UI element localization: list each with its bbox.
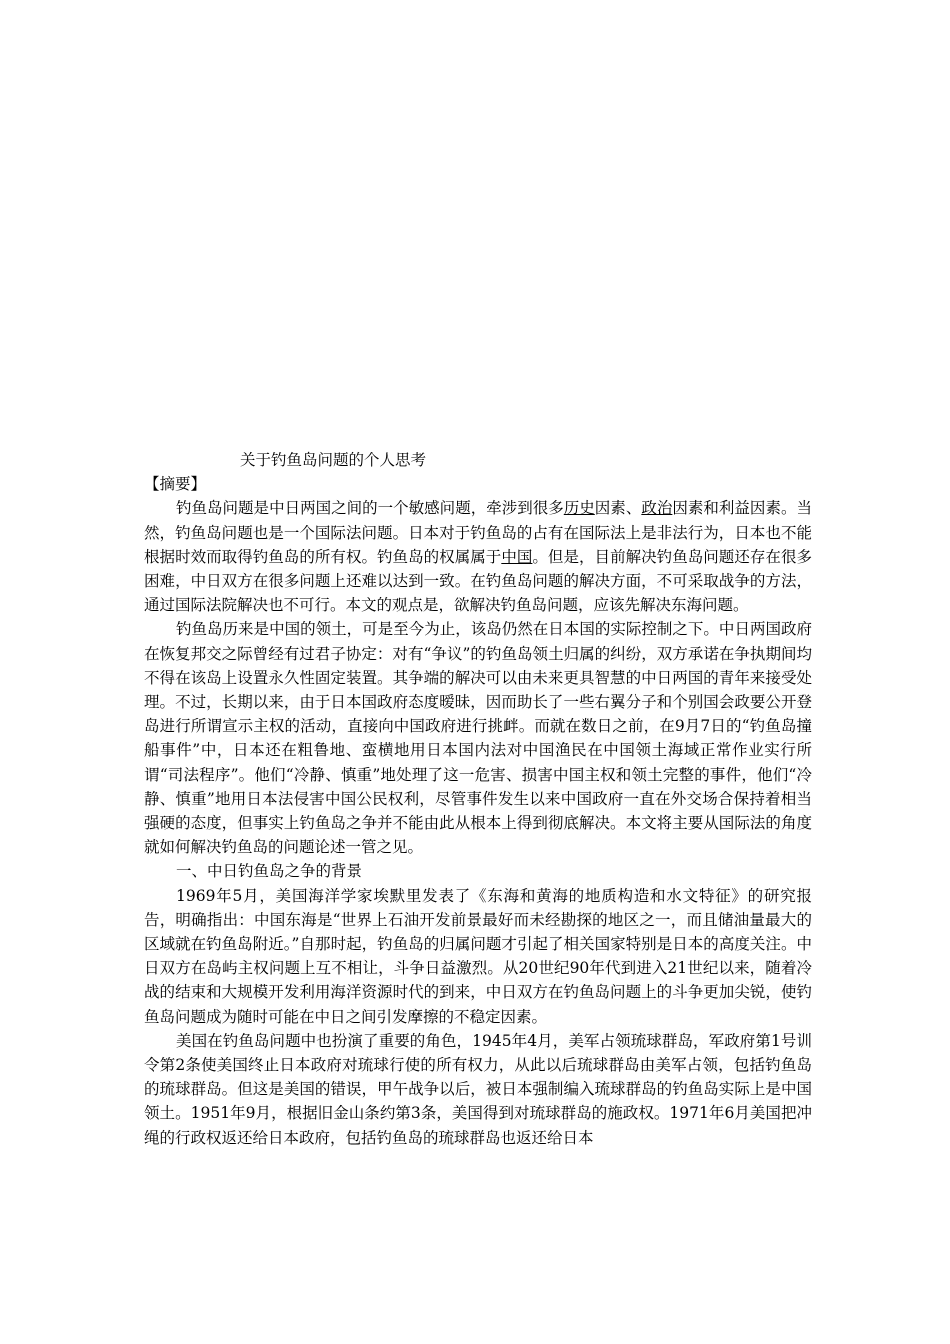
history-link[interactable]: 历史 [563, 499, 595, 518]
abstract-text-3: 因素和利益因素。当然，钓鱼岛问题也是一个国际法问题。日本对于钓鱼岛的占有在国际法上是非法行为，日本也不能根据时效而取得钓鱼岛的所有权。钓鱼岛的权属属于 [144, 499, 812, 566]
document-page [144, 448, 812, 1150]
body-paragraph-2: 1969年5月，美国海洋学家埃默里发表了《东海和黄海的地质构造和水文特征》的研究报告，明确指出：中国东海是“世界上石油开发前景最好而未经勘探的地区之一，而且储油量最大的区域就在钓鱼岛附近。”自那时起，钓鱼岛的归属问题才引起了相关国家特别是日本的高度关注。中日双方在岛屿主权问题上互不相让，斗争日益激烈。从20世纪90年代到进入21世纪以来，随着冷战的结束和大规模开发利用海洋资源时代的到来，中日双方在钓鱼岛问题上的斗争更加尖锐，使钓鱼岛问题成为随时可能在中日之间引发摩擦的不稳定因素。 [144, 886, 812, 1026]
abstract-text-4: 。但是，目前解决钓鱼岛问题还存在很多困难，中日双方在很多问题上还难以达到一致。在钓鱼岛问题的解决方面，不可采取战争的方法，通过国际法院解决也不可行。本文的观点是，欲解决钓鱼岛问题，应该先解决东海问题。 [144, 547, 812, 615]
document-title: 关于钓鱼岛问题的个人思考 [240, 451, 427, 469]
china-link[interactable]: 中国 [501, 547, 533, 566]
body-paragraph-3: 美国在钓鱼岛问题中也扮演了重要的角色，1945年4月，美军占领琉球群岛，军政府第1号训令第2条使美国终止日本政府对琉球行使的所有权力，从此以后琉球群岛由美军占领，包括钓鱼岛的琉球群岛。但这是美国的错误，甲午战争以后，被日本强制编入琉球群岛的钓鱼岛实际上是中国领土。1951年9月，根据旧金山条约第3条，美国得到对琉球群岛的施政权。1971年6月美国把冲绳的行政权返还给日本政府，包括钓鱼岛的琉球群岛也返还给日本 [144, 1031, 812, 1147]
abstract-text-1: 钓鱼岛问题是中日两国之间的一个敏感问题，牵涉到很多 [176, 499, 564, 518]
body-paragraph-1: 钓鱼岛历来是中国的领土，可是至今为止，该岛仍然在日本国的实际控制之下。中日两国政府在恢复邦交之际曾经有过君子协定：对有“争议”的钓鱼岛领土归属的纠纷，双方承诺在争执期间均不得在该岛上设置永久性固定装置。其争端的解决可以由未来更具智慧的中日两国的青年来接受处理。不过，长期以来，由于日本国政府态度暧昧，因而助长了一些右翼分子和个别国会政要公开登岛进行所谓宣示主权的活动，直接向中国政府进行挑衅。而就在数日之前，在9月7日的“钓鱼岛撞船事件”中，日本还在粗鲁地、蛮横地用日本国内法对中国渔民在中国领土海域正常作业实行所谓“司法程序”。他们“冷静、慎重”地处理了这一危害、损害中国主权和领土完整的事件，他们“冷静、慎重”地用日本法侵害中国公民权利，尽管事件发生以来中国政府一直在外交场合保持着相当强硬的态度，但事实上钓鱼岛之争并不能由此从根本上得到彻底解决。本文将主要从国际法的角度就如何解决钓鱼岛的问题论述一管之见。 [144, 620, 812, 857]
politics-link[interactable]: 政治 [641, 499, 673, 518]
abstract-paragraph [144, 496, 812, 617]
abstract-text-2: 因素、 [594, 499, 642, 518]
section-heading-1: 一、中日钓鱼岛之争的背景 [176, 862, 363, 881]
abstract-label: 【摘要】 [144, 475, 207, 494]
